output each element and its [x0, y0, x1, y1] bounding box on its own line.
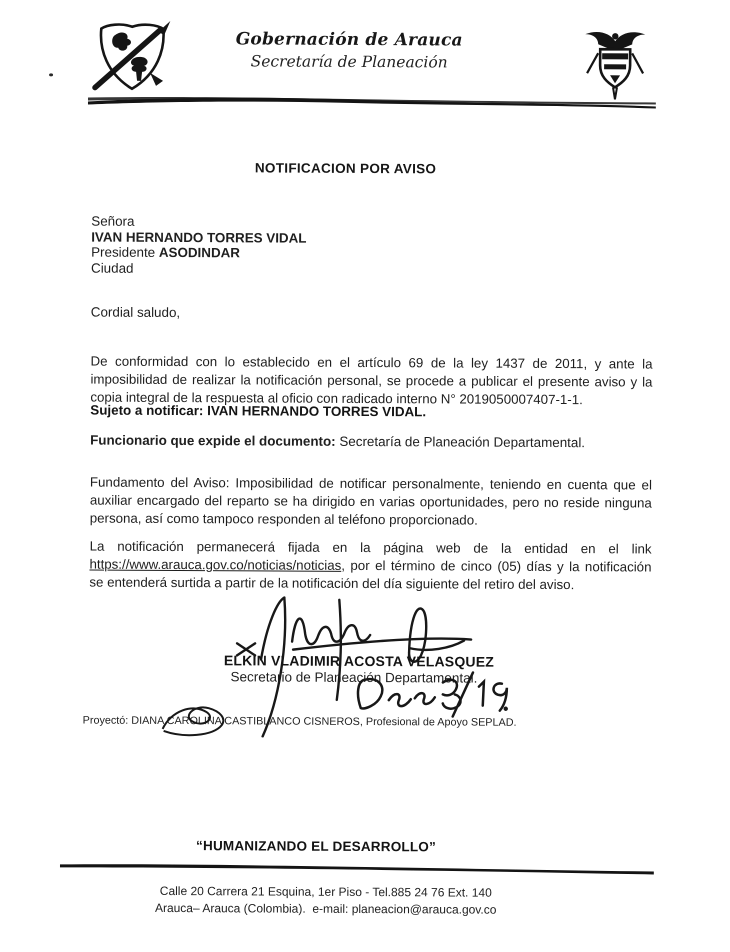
header-divider: [88, 93, 656, 112]
recipient-role-org: ASODINDAR: [158, 245, 241, 261]
greeting-line: Cordial saludo,: [90, 304, 181, 321]
posting-text-pre: La notificación permanecerá fijada en la página web de la entidad en el link: [89, 538, 652, 557]
recipient-city: Ciudad: [91, 260, 134, 276]
issuing-official-line: [90, 433, 585, 451]
footer-address-block: [0, 882, 654, 919]
recipient-block: [91, 214, 307, 278]
signer-name: ELKIN VLADIMIR ACOSTA VELASQUEZ: [223, 652, 495, 670]
recipient-salutation: Señora: [91, 213, 135, 229]
recipient-name: IVAN HERNANDO TORRES VIDAL: [91, 229, 307, 246]
scan-speck: [49, 73, 53, 76]
letterhead-org-name: Gobernación de Arauca: [235, 29, 463, 51]
document-title: NOTIFICACION POR AVISO: [254, 160, 437, 177]
subject-to-notify-line: Sujeto a notificar: IVAN HERNANDO TORRES VIDAL.: [90, 402, 427, 420]
paragraph-legal-basis: De conformidad con lo establecido en el artículo 69 de la ley 1437 de 2011, y ante la imposibilidad de realizar la notificación personal, se procede a publicar el presente aviso y la copia integral de la respuesta al oficio con radicado interno N° 2019050007407-1-1.: [90, 353, 653, 408]
drafter-initials-scribble: [157, 699, 257, 738]
issuing-official-label: Funcionario que expide el documento:: [90, 432, 336, 449]
signer-title: Secretario de Planeación Departamental.: [230, 669, 478, 686]
entity-website-link[interactable]: https://www.arauca.gov.co/noticias/noticias: [89, 556, 342, 574]
drafted-by-line: Proyectó: DIANA CAROLINA CASTIBLANCO CISNEROS, Profesional de Apoyo SEPLAD.: [82, 714, 517, 729]
footer-divider: [60, 861, 654, 876]
footer-address-line2: Arauca– Arauca (Colombia). e-mail: planeacion@arauca.gov.co: [154, 900, 497, 917]
handwritten-date-scribble: [349, 668, 509, 719]
issuing-official-value: Secretaría de Planeación Departamental.: [335, 433, 586, 451]
slogan-line: “HUMANIZANDO EL DESARROLLO”: [196, 838, 437, 855]
recipient-role-prefix: Presidente: [91, 244, 159, 261]
letterhead-dept-name: Secretaría de Planeación: [250, 52, 448, 72]
paragraph-notice-grounds: Fundamento del Aviso: Imposibilidad de notificar personalmente, teniendo en cuenta que el auxiliar encargado del reparto se ha dirigido en varias oportunidades, pero no reside ninguna persona, así como tampoco responden al teléfono proporcionado.: [89, 474, 652, 528]
posting-text-post: , por el término de cinco (05) días y la notificación se entenderá surtida a partir de la notificación del día siguiente del retiro del aviso.: [89, 558, 652, 593]
footer-address-line1: Calle 20 Carrera 21 Esquina, 1er Piso - Tel.885 24 76 Ext. 140: [159, 883, 492, 900]
recipient-role: [91, 245, 306, 262]
colombia-coat-of-arms-icon: [579, 26, 651, 102]
